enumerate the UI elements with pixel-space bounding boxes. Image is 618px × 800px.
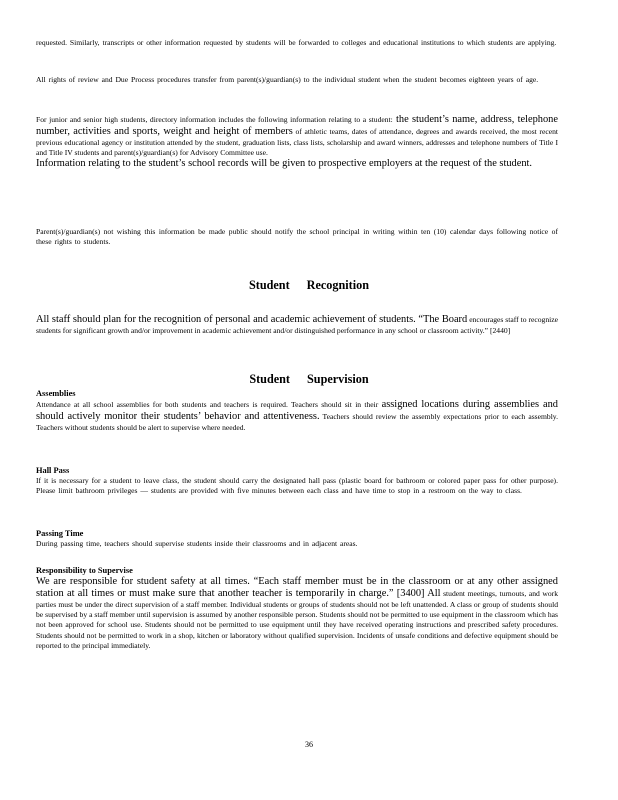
paragraph-directory-information: [36, 114, 558, 170]
passing-time-text: During passing time, teachers should supervise students inside their classrooms and in adjacent areas.: [36, 539, 358, 548]
responsibility-small: student meetings, turnouts, and work parties must be under the direct supervision of a staff member. Individual students or groups of students should not be left unattended. A class or group of students should be supervised by a staff member until supervision is assumed by another responsible person. Students should not be permitted to use equipment in the classroom which has not been approved for school use. Students should not be permitted to use equipment until they have received operating instructions and prescribed safety procedures. Students should not be permitted to work in a shop, kitchen or laboratory without qualified supervision. Incidents of unsafe conditions and defective equipment should be reported to the principal immediately.: [36, 589, 558, 650]
subheading-passing-time: Passing Time: [36, 529, 84, 538]
section-hall-pass: [36, 465, 558, 496]
section-assemblies: [36, 388, 558, 433]
paragraph-rights-transfer: [36, 75, 558, 85]
directory-list-large: the student’s name, address, telephone number, activities and sports, weight and height of members: [36, 114, 558, 137]
page-number: 36: [305, 740, 313, 749]
paragraph-transcripts: [36, 38, 558, 48]
responsibility-large: We are responsible for student safety at all times. “Each staff member must be in the classroom or at any other assigned station at all times or must make sure that another teacher is temporarily in charge.” [3400] All: [36, 576, 558, 599]
directory-employers: Information relating to the student’s school records will be given to prospective employers at the request of the student.: [36, 158, 533, 170]
assemblies-text-2: assigned locations during assemblies and should actively monitor their students’ behavior and attentiveness.: [36, 399, 559, 422]
paragraph-transcripts-text: requested. Similarly, transcripts or other information requested by students will be forwarded to colleges and educational institutions to which students are applying.: [36, 38, 557, 47]
recognition-small: encourages staff to recognize students for significant growth and/or improvement in academic achievement and/or distinguished performance in any school or classroom activity.” [2440]: [36, 315, 558, 335]
assemblies-text-3: Teachers should review the assembly expectations prior to each assembly. Teachers without students should be alert to supervise where needed.: [36, 412, 559, 432]
section-responsibility: [36, 565, 558, 651]
paragraph-notify: [36, 227, 558, 247]
directory-intro: For junior and senior high students, directory information includes the following information relating to a student:: [36, 115, 393, 124]
heading-student-supervision: Student Supervision: [249, 372, 369, 386]
section-passing-time: [36, 528, 558, 549]
subheading-assemblies: Assemblies: [36, 389, 76, 398]
recognition-large: All staff should plan for the recognition of personal and academic achievement of students. “The Board: [36, 314, 468, 325]
subheading-hall-pass: Hall Pass: [36, 466, 70, 475]
assemblies-text-1: Attendance at all school assemblies for both students and teachers is required. Teachers should sit in their: [36, 400, 379, 409]
directory-list-small: of athletic teams, dates of attendance, degrees and awards received, the most recent previous educational agency or institution attended by the student, graduation lists, class lists, scholarship and award winners, addresses and telephone numbers of Title I and Title IV students and parent(s)/guardian(s) for Advisory Committee use.: [36, 127, 558, 158]
hall-pass-text: If it is necessary for a student to leave class, the student should carry the designated hall pass (plastic board for bathroom or colored paper pass for other purpose). Please limit bathroom privileges — students are provided with five minutes between each class and have time to stop in a restroom on the way to class.: [36, 476, 558, 496]
paragraph-recognition: [36, 314, 558, 336]
heading-student-recognition: Student Recognition: [249, 278, 369, 292]
paragraph-rights-text: All rights of review and Due Process procedures transfer from parent(s)/guardian(s) to the individual student when the student becomes eighteen years of age.: [36, 75, 539, 84]
paragraph-notify-text: Parent(s)/guardian(s) not wishing this information be made public should notify the school principal in writing within ten (10) calendar days following notice of these rights to students.: [36, 227, 558, 247]
subheading-responsibility: Responsibility to Supervise: [36, 566, 133, 575]
